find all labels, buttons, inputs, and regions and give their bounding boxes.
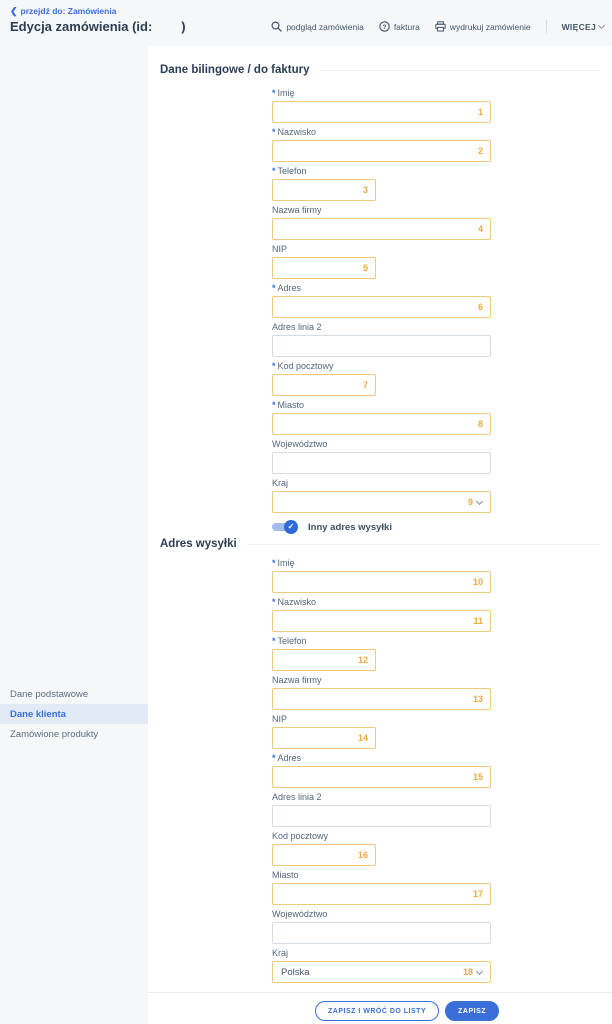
billing-nip-input[interactable] (272, 257, 376, 279)
shipping-kraj-field (272, 948, 491, 983)
field-control (272, 766, 491, 788)
shipping-wojewodztwo-input[interactable] (272, 922, 491, 944)
order-preview-button[interactable] (271, 21, 364, 32)
field-label: Kod pocztowy (272, 831, 329, 841)
field-control (272, 688, 491, 710)
shipping-adres-field (272, 753, 491, 788)
field-control (272, 649, 376, 671)
billing-fields (272, 88, 491, 535)
annotation-badge: 18 (462, 967, 473, 977)
field-label: Adres linia 2 (272, 322, 322, 332)
field-control (272, 571, 491, 593)
field-label: * Nazwisko (272, 597, 317, 607)
field-label: NIP (272, 714, 288, 724)
order-preview-label: podgląd zamówienia (286, 21, 364, 32)
top-bar (0, 0, 612, 46)
billing-telefon-input[interactable] (272, 179, 376, 201)
required-asterisk: * (272, 597, 276, 607)
billing-kod-pocztowy-field (272, 361, 491, 396)
save-button[interactable]: ZAPISZ (445, 1001, 499, 1021)
sidebar-item-dane-klienta[interactable]: Dane klienta (0, 704, 148, 724)
field-control (272, 491, 491, 513)
shipping-wojewodztwo-field (272, 909, 491, 944)
shipping-telefon-input[interactable] (272, 649, 376, 671)
billing-adres-input[interactable] (272, 296, 491, 318)
shipping-adres-input[interactable] (272, 766, 491, 788)
field-control (272, 805, 491, 827)
field-label: * Nazwisko (272, 127, 317, 137)
print-order-button[interactable] (435, 21, 531, 32)
footer-buttons (315, 1001, 499, 1021)
field-control (272, 140, 491, 162)
required-asterisk: * (272, 361, 276, 371)
required-asterisk: * (272, 400, 276, 410)
shipping-kod-pocztowy-input[interactable] (272, 844, 376, 866)
shipping-kod-pocztowy-field (272, 831, 491, 866)
field-control (272, 101, 491, 123)
other-shipping-address-toggle[interactable] (272, 522, 296, 532)
billing-adres-linia-2-field (272, 322, 491, 357)
printer-icon (435, 21, 446, 32)
billing-nazwa-firmy-field (272, 205, 491, 240)
shipping-section-title: Adres wysyłki (160, 538, 237, 550)
billing-nazwisko-field (272, 127, 491, 162)
annotation-badge: 9 (467, 497, 473, 507)
billing-nazwa-firmy-input[interactable] (272, 218, 491, 240)
content-panel (148, 46, 612, 1024)
field-control (272, 296, 491, 318)
shipping-adres-linia-2-input[interactable] (272, 805, 491, 827)
required-asterisk: * (272, 166, 276, 176)
billing-kraj-field (272, 478, 491, 513)
chevron-down-icon (598, 21, 605, 28)
field-label: Nazwa firmy (272, 675, 322, 685)
billing-miasto-field (272, 400, 491, 435)
annotation-badge: 13 (472, 694, 483, 704)
back-to-orders-link[interactable] (10, 6, 116, 16)
billing-wojewodztwo-input[interactable] (272, 452, 491, 474)
annotation-badge: 4 (477, 224, 483, 234)
required-asterisk: * (272, 558, 276, 568)
field-label: Adres linia 2 (272, 792, 322, 802)
field-control (272, 452, 491, 474)
field-label: Kraj (272, 948, 289, 958)
annotation-badge: 12 (357, 655, 368, 665)
back-link-label: przejdź do: Zamówienia (20, 6, 117, 16)
field-label: * Telefon (272, 636, 307, 646)
billing-section-header (160, 64, 600, 76)
shipping-nazwa-firmy-input[interactable] (272, 688, 491, 710)
annotation-badge: 1 (477, 107, 483, 117)
annotation-badge: 6 (477, 302, 483, 312)
field-label: NIP (272, 244, 288, 254)
billing-miasto-input[interactable] (272, 413, 491, 435)
shipping-imie-field (272, 558, 491, 593)
annotation-badge: 3 (362, 185, 368, 195)
question-circle-icon (379, 21, 390, 32)
field-control (272, 727, 376, 749)
field-label: * Adres (272, 753, 302, 763)
invoice-label: faktura (393, 21, 420, 32)
annotation-badge: 16 (357, 850, 368, 860)
billing-kraj-select[interactable] (272, 491, 491, 513)
chevron-left-icon: ❮ (10, 6, 18, 16)
section-divider-line (247, 544, 600, 545)
annotation-badge: 14 (357, 733, 368, 743)
required-asterisk: * (272, 88, 276, 98)
section-divider-line (320, 70, 600, 71)
more-button[interactable] (562, 22, 604, 32)
shipping-nazwa-firmy-field (272, 675, 491, 710)
shipping-miasto-field (272, 870, 491, 905)
shipping-imie-input[interactable] (272, 571, 491, 593)
field-control (272, 257, 376, 279)
field-control (272, 844, 376, 866)
shipping-nazwisko-input[interactable] (272, 610, 491, 632)
field-control (272, 335, 491, 357)
required-asterisk: * (272, 753, 276, 763)
sidebar (0, 46, 148, 1024)
billing-imie-field (272, 88, 491, 123)
field-label: Województwo (272, 909, 328, 919)
field-label: * Telefon (272, 166, 307, 176)
billing-kod-pocztowy-input[interactable] (272, 374, 376, 396)
annotation-badge: 17 (472, 889, 483, 899)
shipping-toggle-row (272, 519, 491, 535)
billing-nip-field (272, 244, 491, 279)
annotation-badge: 8 (477, 419, 483, 429)
required-asterisk: * (272, 636, 276, 646)
invoice-button[interactable] (379, 21, 420, 32)
sidebar-item-dane-podstawowe[interactable]: Dane podstawowe (10, 688, 89, 700)
field-label: * Kod pocztowy (272, 361, 334, 371)
save-and-return-button[interactable]: ZAPISZ I WRÓĆ DO LISTY (315, 1001, 439, 1021)
toggle-check-icon: ✓ (284, 520, 298, 534)
field-control (272, 922, 491, 944)
shipping-kraj-select[interactable] (272, 961, 491, 983)
sidebar-item-zamowione-produkty[interactable]: Zamówione produkty (10, 728, 99, 740)
chevron-down-icon (476, 967, 483, 974)
billing-section-title: Dane bilingowe / do faktury (160, 64, 310, 76)
shipping-telefon-field (272, 636, 491, 671)
field-label: Kraj (272, 478, 289, 488)
annotation-badge: 10 (472, 577, 483, 587)
header-divider (546, 20, 547, 33)
field-label: Miasto (272, 870, 299, 880)
more-label: WIĘCEJ (561, 21, 596, 32)
annotation-badge: 15 (472, 772, 483, 782)
billing-telefon-field (272, 166, 491, 201)
shipping-nip-field (272, 714, 491, 749)
shipping-section-header (160, 538, 600, 550)
shipping-toggle-label: Inny adres wysyłki (308, 521, 392, 533)
shipping-nip-input[interactable] (272, 727, 376, 749)
billing-adres-field (272, 283, 491, 318)
annotation-badge: 11 (473, 616, 483, 626)
footer-divider (148, 992, 612, 993)
field-control (272, 610, 491, 632)
svg-text:?: ? (382, 23, 387, 31)
field-control (272, 374, 376, 396)
header-actions (271, 20, 604, 33)
required-asterisk: * (272, 127, 276, 137)
chevron-down-icon (476, 497, 483, 504)
field-control (272, 218, 491, 240)
field-control (272, 413, 491, 435)
field-label: * Imię (272, 558, 295, 568)
annotation-badge: 2 (477, 146, 483, 156)
field-label: * Miasto (272, 400, 305, 410)
shipping-miasto-input[interactable] (272, 883, 491, 905)
page-title: Edycja zamówienia (id: ) (10, 19, 186, 34)
field-control (272, 179, 376, 201)
annotation-badge: 7 (362, 380, 368, 390)
billing-wojewodztwo-field (272, 439, 491, 474)
print-order-label: wydrukuj zamówienie (449, 21, 531, 32)
field-label: Województwo (272, 439, 328, 449)
shipping-nazwisko-field (272, 597, 491, 632)
field-label: * Imię (272, 88, 295, 98)
field-control (272, 961, 491, 983)
order-section-nav (0, 684, 148, 744)
select-value: Polska (281, 966, 310, 978)
required-asterisk: * (272, 283, 276, 293)
annotation-badge: 5 (362, 263, 368, 273)
billing-adres-linia-2-input[interactable] (272, 335, 491, 357)
field-label: * Adres (272, 283, 302, 293)
shipping-adres-linia-2-field (272, 792, 491, 827)
billing-nazwisko-input[interactable] (272, 140, 491, 162)
magnifier-icon (271, 21, 282, 32)
shipping-fields (272, 558, 491, 987)
field-label: Nazwa firmy (272, 205, 322, 215)
field-control (272, 883, 491, 905)
billing-imie-input[interactable] (272, 101, 491, 123)
